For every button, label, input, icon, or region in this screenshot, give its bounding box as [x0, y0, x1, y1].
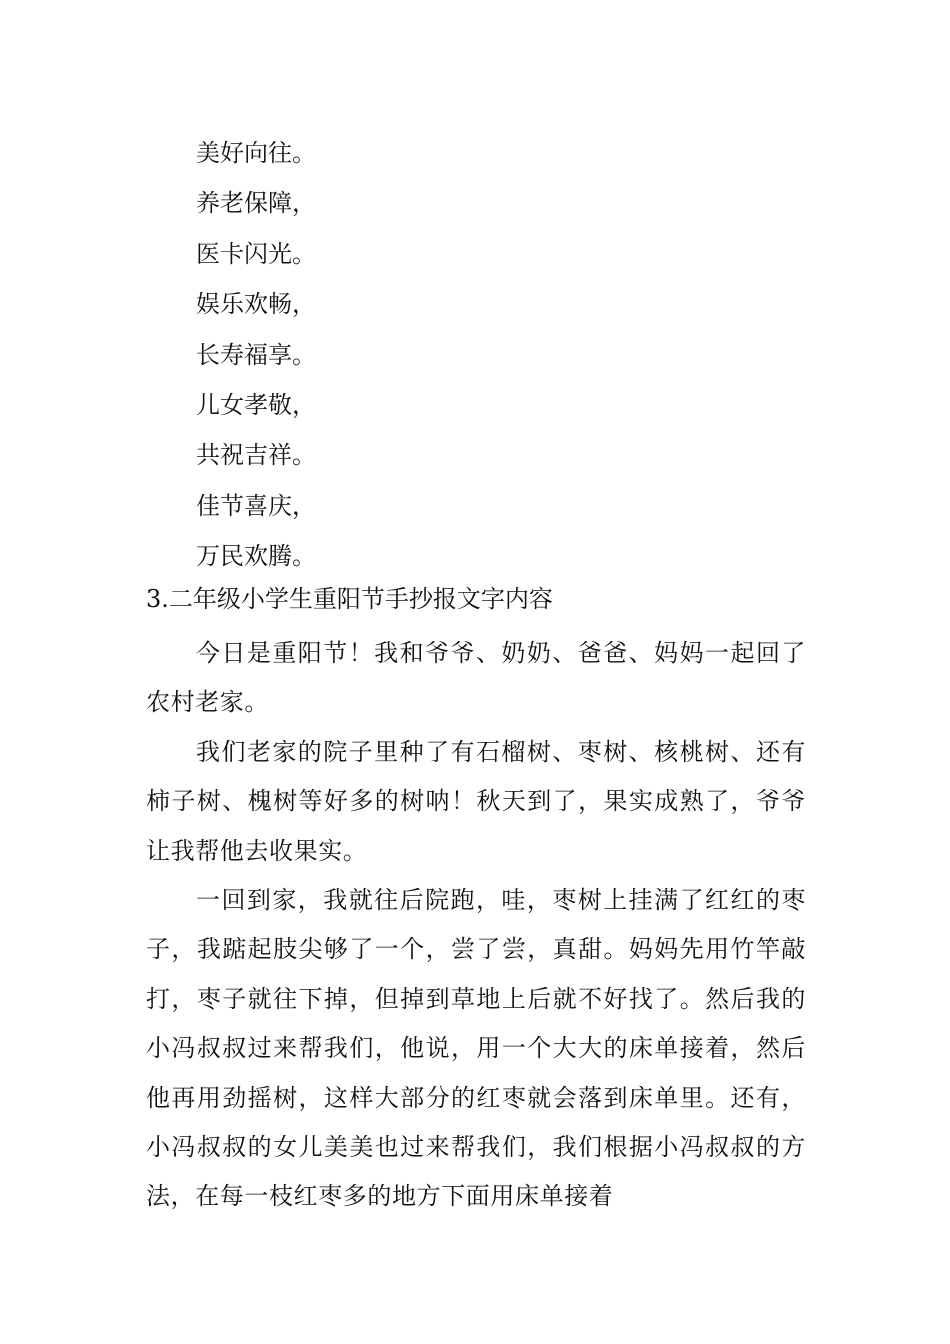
paragraph: 一回到家，我就往后院跑，哇，枣树上挂满了红红的枣子，我踮起肢尖够了一个，尝了尝，真甜。妈妈先用竹竿敲打，枣子就往下掉，但掉到草地上后就不好找了。然后我的小冯叔叔过来帮我们，他说，用一个大大的床单接着，然后他再用劲摇树，这样大部分的红枣就会落到床单里。还有，小冯叔叔的女儿美美也过来帮我们，我们根据小冯叔叔的方法，在每一枝红枣多的地方下面用床单接着 [146, 886, 806, 1211]
paragraph: 今日是重阳节！我和爷爷、奶奶、爸爸、妈妈一起回了农村老家。 [146, 639, 806, 717]
poem-line: 佳节喜庆， [196, 491, 316, 520]
poem-line: 万民欢腾。 [196, 542, 316, 571]
poem-line: 共祝吉祥。 [196, 441, 316, 470]
paragraph: 我们老家的院子里种了有石榴树、枣树、核桃树、还有柿子树、槐树等好多的树呐！秋天到了，果实成熟了，爷爷让我帮他去收果实。 [146, 737, 806, 865]
poem-block [196, 128, 796, 582]
section-heading: 3.二年级小学生重阳节手抄报文字内容 [146, 585, 553, 613]
poem-line: 娱乐欢畅， [196, 290, 316, 319]
article-body [146, 629, 806, 1222]
poem-line: 养老保障， [196, 189, 316, 218]
poem-line: 美好向往。 [196, 139, 316, 167]
poem-line: 医卡闪光。 [196, 239, 316, 268]
poem-line: 长寿福享。 [196, 340, 316, 369]
poem-line: 儿女孝敬， [196, 390, 316, 419]
